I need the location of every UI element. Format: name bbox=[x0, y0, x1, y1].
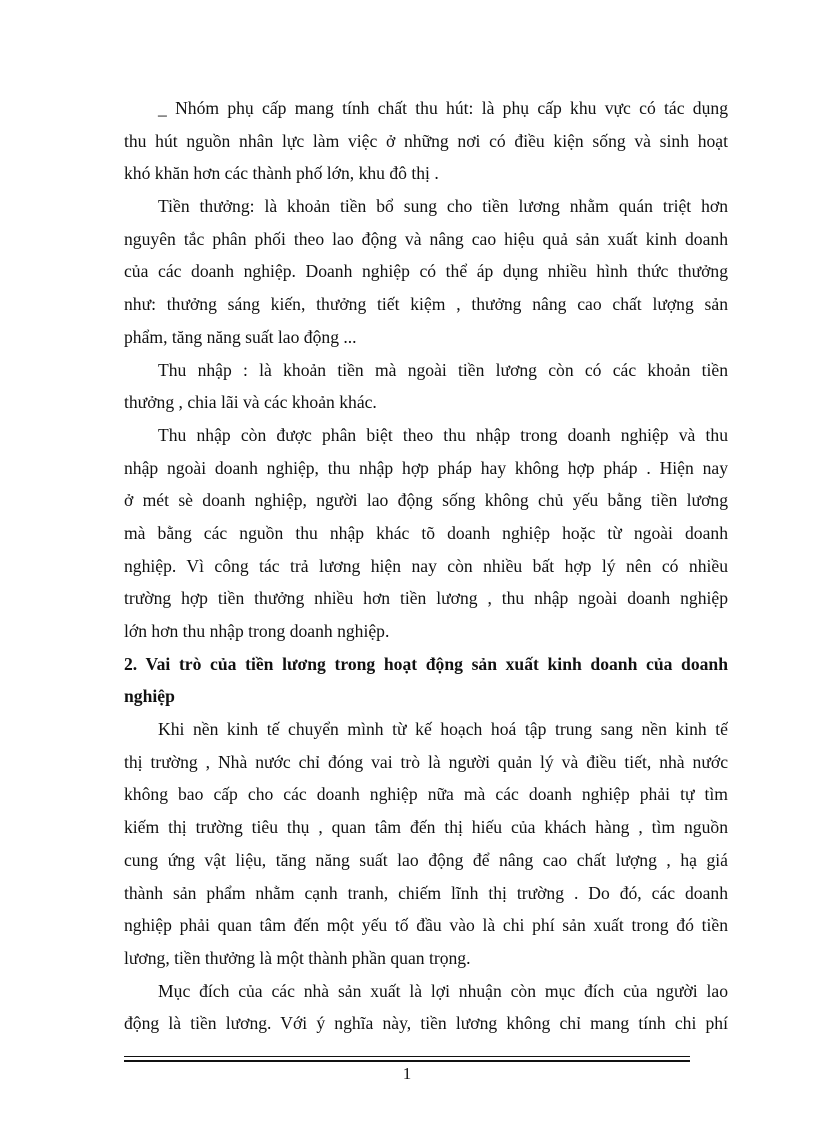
text-line: nhập ngoài doanh nghiệp, thu nhập hợp pháp hay không hợp pháp . Hiện nay bbox=[124, 457, 728, 478]
text-line: nghiệp. Vì công tác trả lương hiện nay còn nhiều bất hợp lý nên có nhiều bbox=[124, 555, 728, 576]
paragraph-income bbox=[124, 354, 728, 419]
text-line: thu hút nguồn nhân lực làm việc ở những nơi có điều kiện sống và sinh hoạt bbox=[124, 130, 728, 151]
text-line: không bao cấp cho các doanh nghiệp nữa mà các doanh nghiệp phải tự tìm bbox=[124, 784, 728, 805]
paragraph-purpose bbox=[124, 975, 728, 1040]
paragraph-market-economy bbox=[124, 713, 728, 975]
text-line: nghiệp phải quan tâm đến một yếu tố đầu vào là chi phí sản xuất trong đó tiền bbox=[124, 915, 728, 936]
paragraph-income-distinction bbox=[124, 419, 728, 648]
heading-line: nghiệp bbox=[124, 686, 175, 707]
text-line: ở mét sè doanh nghiệp, người lao động sống không chủ yếu bằng tiền lương bbox=[124, 490, 728, 511]
text-line: động là tiền lương. Với ý nghĩa này, tiền lương không chỉ mang tính chi phí bbox=[124, 1013, 728, 1034]
text-line: nguyên tắc phân phối theo lao động và nâng cao hiệu quả sản xuất kinh doanh bbox=[124, 228, 728, 249]
section-heading bbox=[124, 648, 728, 713]
text-line: phẩm, tăng năng suất lao động ... bbox=[124, 326, 357, 347]
text-line: lớn hơn thu nhập trong doanh nghiệp. bbox=[124, 621, 390, 641]
heading-line: 2. Vai trò của tiền lương trong hoạt động sản xuất kinh doanh của doanh bbox=[124, 653, 728, 674]
paragraph-allowance bbox=[124, 92, 728, 190]
footer-divider-thick bbox=[124, 1060, 690, 1062]
text-line: như: thưởng sáng kiến, thưởng tiết kiệm , thưởng nâng cao chất lượng sản bbox=[124, 294, 728, 315]
text-line: Thu nhập còn được phân biệt theo thu nhập trong doanh nghiệp và thu bbox=[158, 424, 728, 445]
text-line: khó khăn hơn các thành phố lớn, khu đô thị . bbox=[124, 163, 439, 184]
footer-divider bbox=[124, 1056, 690, 1057]
document-body bbox=[124, 92, 728, 1040]
page-number: 1 bbox=[402, 1064, 412, 1083]
text-line: Thu nhập : là khoản tiền mà ngoài tiền lương còn có các khoản tiền bbox=[158, 359, 728, 380]
text-line: lương, tiền thưởng là một thành phần quan trọng. bbox=[124, 947, 471, 968]
paragraph-bonus bbox=[124, 190, 728, 353]
text-line: của các doanh nghiệp. Doanh nghiệp có thể áp dụng nhiều hình thức thưởng bbox=[124, 261, 728, 282]
text-line: Khi nền kinh tế chuyển mình từ kế hoạch hoá tập trung sang nền kinh tế bbox=[158, 719, 728, 740]
text-line: thưởng , chia lãi và các khoản khác. bbox=[124, 392, 377, 413]
text-line: mà bằng các nguồn thu nhập khác tõ doanh nghiệp hoặc từ ngoài doanh bbox=[124, 522, 728, 543]
text-line: Mục đích của các nhà sản xuất là lợi nhuận còn mục đích của người lao bbox=[158, 980, 728, 1001]
text-line: trường hợp tiền thưởng nhiều hơn tiền lương , thu nhập ngoài doanh nghiệp bbox=[124, 588, 728, 609]
text-line: _ Nhóm phụ cấp mang tính chất thu hút: là phụ cấp khu vực có tác dụng bbox=[158, 98, 728, 118]
text-line: cung ứng vật liệu, tăng năng suất lao động để nâng cao chất lượng , hạ giá bbox=[124, 849, 728, 870]
text-line: kiếm thị trường tiêu thụ , quan tâm đến thị hiếu của khách hàng , tìm nguồn bbox=[124, 817, 728, 838]
text-line: thị trường , Nhà nước chỉ đóng vai trò là người quản lý và điều tiết, nhà nước bbox=[124, 751, 728, 772]
text-line: thành sản phẩm nhằm cạnh tranh, chiếm lĩnh thị trường . Do đó, các doanh bbox=[124, 882, 728, 903]
text-line: Tiền thưởng: là khoản tiền bổ sung cho tiền lương nhằm quán triệt hơn bbox=[158, 196, 728, 217]
